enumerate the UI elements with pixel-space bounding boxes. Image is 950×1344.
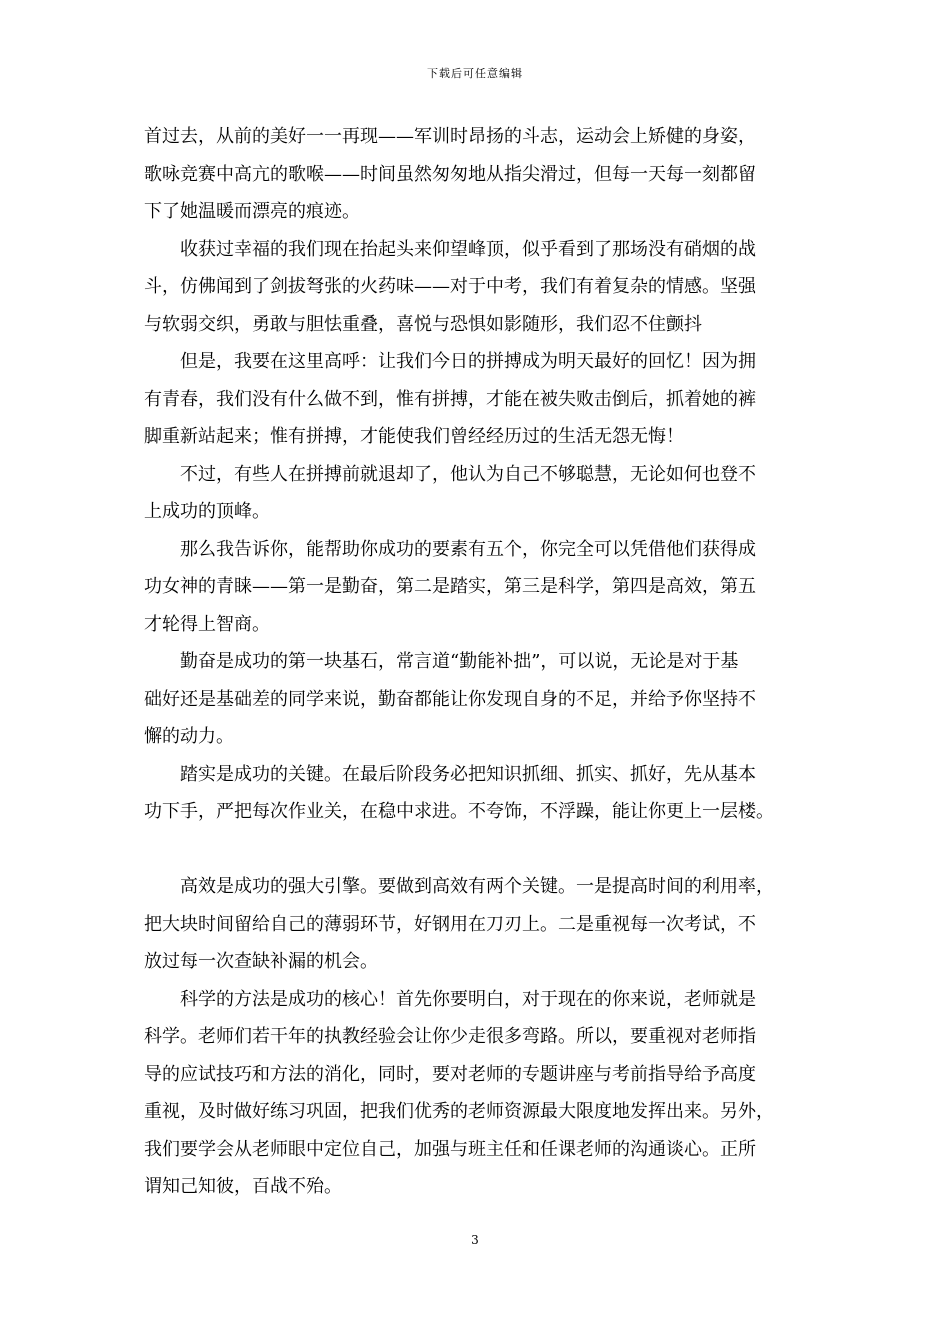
paragraph-first-line: 收获过幸福的我们现在抬起头来仰望峰顶，似乎看到了那场没有硝烟的战 (180, 238, 756, 260)
text-line: 上成功的顶峰。 (144, 501, 270, 522)
text-line: 功下手，严把每次作业关，在稳中求进。不夸饰，不浮躁，能让你更上一层楼。 (144, 801, 774, 822)
text-line: 斗，仿佛闻到了剑拔弩张的火药味——对于中考，我们有着复杂的情感。坚强 (144, 276, 756, 297)
text-line: 科学。老师们若干年的执教经验会让你少走很多弯路。所以，要重视对老师指 (144, 1026, 756, 1047)
text-line: 我们要学会从老师眼中定位自己，加强与班主任和任课老师的沟通谈心。正所 (144, 1138, 756, 1160)
text-line: 重视，及时做好练习巩固，把我们优秀的老师资源最大限度地发挥出来。另外， (144, 1101, 774, 1122)
text-line: 把大块时间留给自己的薄弱环节，好钢用在刀刃上。二是重视每一次考试，不 (144, 913, 756, 935)
text-line: 与软弱交织，勇敢与胆怯重叠，喜悦与恐惧如影随形，我们忍不住颤抖 (144, 313, 702, 335)
text-line: 础好还是基础差的同学来说，勤奋都能让你发现自身的不足，并给予你坚持不 (144, 688, 756, 710)
paragraph-first-line: 那么我告诉你，能帮助你成功的要素有五个，你完全可以凭借他们获得成 (180, 538, 756, 560)
text-line: 懈的动力。 (144, 726, 234, 747)
text-line: 谓知己知彼，百战不殆。 (144, 1176, 342, 1197)
page-number: 3 (471, 1233, 479, 1247)
text-line: 下了她温暖而漂亮的痕迹。 (144, 201, 360, 222)
paragraph-first-line: 高效是成功的强大引擎。要做到高效有两个关键。一是提高时间的利用率， (180, 876, 774, 897)
text-line: 导的应试技巧和方法的消化，同时，要对老师的专题讲座与考前指导给予高度 (144, 1063, 756, 1085)
text-line: 有青春，我们没有什么做不到，惟有拼搏，才能在被失败击倒后，抓着她的裤 (144, 388, 756, 410)
text-line: 才轮得上智商。 (144, 613, 270, 635)
paragraph-first-line: 勤奋是成功的第一块基石，常言道“勤能补拙”，可以说，无论是对于基 (180, 651, 739, 672)
paragraph-first-line: 但是，我要在这里高呼：让我们今日的拼搏成为明天最好的回忆！因为拥 (180, 351, 756, 372)
paragraph-first-line: 踏实是成功的关键。在最后阶段务必把知识抓细、抓实、抓好，先从基本 (180, 763, 756, 785)
text-line: 歌咏竞赛中高亢的歌喉——时间虽然匆匆地从指尖滑过，但每一天每一刻都留 (144, 163, 756, 185)
blank-line (144, 831, 808, 869)
text-line: 放过每一次查缺补漏的机会。 (144, 951, 378, 972)
paragraph-first-line: 科学的方法是成功的核心！首先你要明白，对于现在的你来说，老师就是 (180, 988, 756, 1010)
text-line: 首过去，从前的美好一一再现——军训时昂扬的斗志，运动会上矫健的身姿， (144, 126, 756, 147)
text-line: 功女神的青睐——第一是勤奋，第二是踏实，第三是科学，第四是高效，第五 (144, 576, 756, 597)
document-body (144, 118, 808, 1206)
paragraph-first-line: 不过，有些人在拼搏前就退却了，他认为自己不够聪慧，无论如何也登不 (180, 463, 756, 485)
page-header: 下载后可任意编辑 (427, 67, 523, 80)
text-line: 脚重新站起来；惟有拼搏，才能使我们曾经经历过的生活无怨无悔！ (144, 426, 684, 447)
